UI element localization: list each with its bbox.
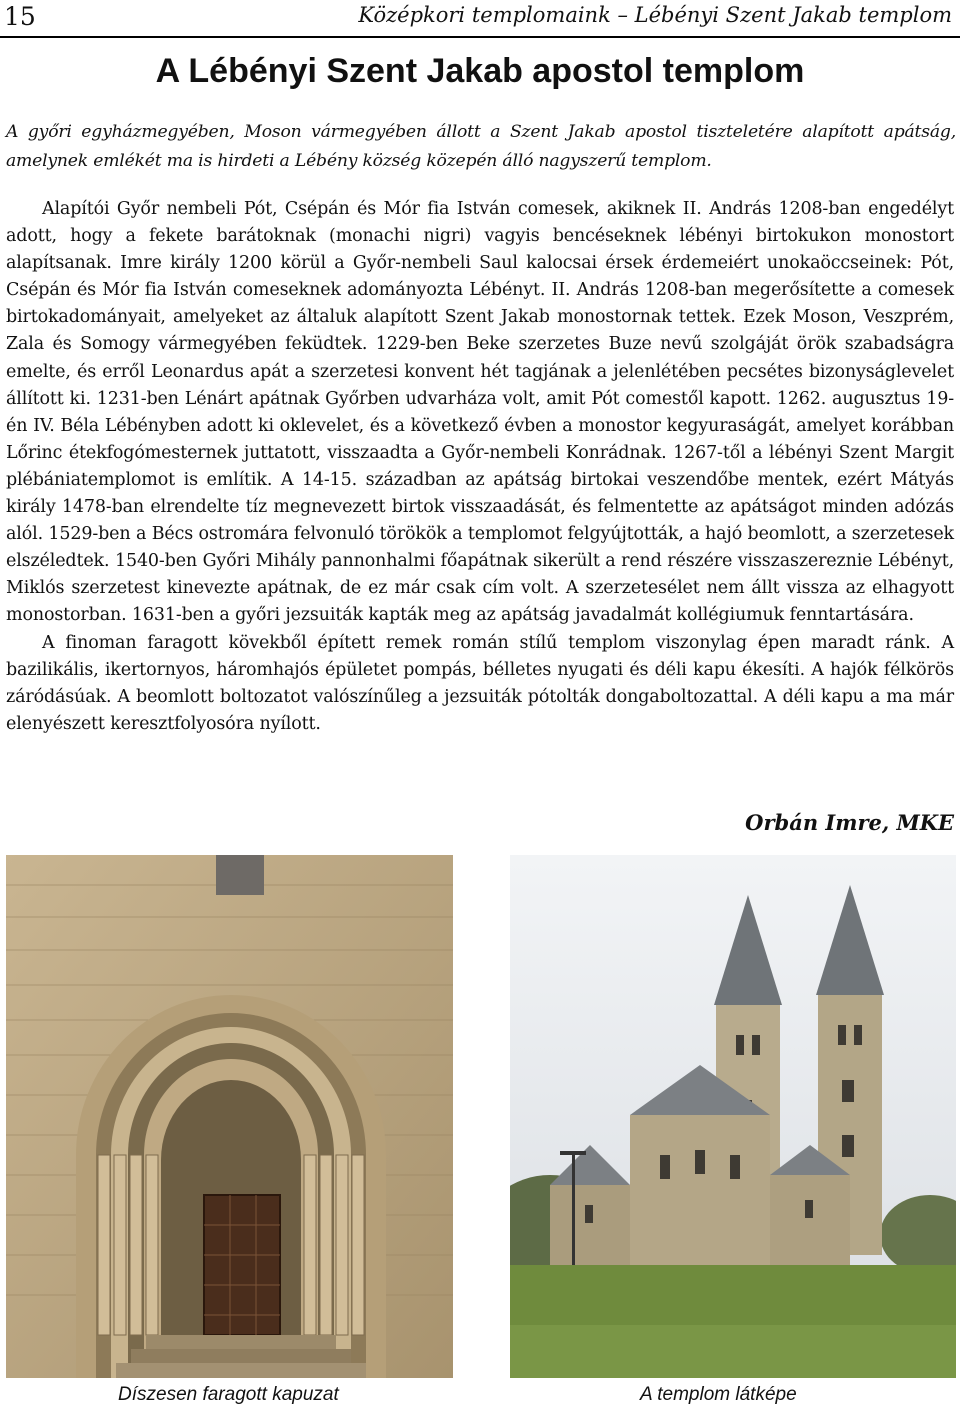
figure-caption: Díszesen faragott kapuzat — [118, 1384, 339, 1405]
running-title: Középkori templomaink – Lébényi Szent Jakab templom — [358, 3, 952, 27]
article-body — [6, 196, 954, 738]
body-paragraph: A finoman faragott kövekből épített remek román stílű templom viszonylag épen maradt ránk. A bazilikális, ikertornyos, háromhajós épületet pompás, bélletes nyugati és déli kapu ékesíti. A hajók félkörös záródásúak. A beomlott boltozatot valószínűleg a jezsuiták pótolták dongaboltozattal. A déli kapu a ma már elenyészett keresztfolyosóra nyílott. — [6, 632, 954, 734]
page-number: 15 — [4, 2, 36, 31]
page-header — [0, 0, 960, 38]
figure-caption: A templom látképe — [640, 1384, 797, 1405]
body-paragraph: Alapítói Győr nembeli Pót, Csépán és Mór fia István comesek, akiknek II. András 1208-ban engedélyt adott, hogy a fekete barátoknak (monachi nigri) vagyis bencéseknek lébényi birtokukon monostort alapítsanak. Imre király 1200 körül a Győr-nembeli Saul kalocsai érsek érdemeiért unokaöccseinek: Pót, Csépán és Mór fia István comeseknek adományozta Lébényt. II. András 1208-ban megerősítette a comesek birtokadományait, amelyeket az általuk alapított Szent Jakab monostornak tettek. Ezek Moson, Veszprém, Zala és Somogy vármegyében feküdtek. 1229-ben Beke szerzetes Buze nevű szolgáját örök szabadságra emelte, és erről Leonardus apát a szerzetesi konvent hét tagjának a jelenlétében pecsétes bizonyságlevelet állított ki. 1231-ben Lénárt apátnak Győrben udvarháza volt, amit Pót comestől kapott. 1262. augusztus 19-én IV. Béla Lébényben adott ki oklevelet, és a következő évben a monostor kegyuraságát, amelyet korábban Lőrinc étekfogómesternek juttatott, visszaadta a Győr-nembeli Konrádnak. 1267-től a lébényi Szent Margit plébániatemplomot is említik. A 14-15. században az apátság birtokai veszendőbe mentek, ezért Mátyás király 1478-ban elrendelte tíz megnevezett birtok visszaadását, és felmentette az apátságot minden adózás alól. 1529-ben a Bécs ostromára felvonuló törökök a templomot felgyújtották, a hajó beomlott, a szerzetesek elszéledtek. 1540-ben Győri Mihály pannonhalmi főapátnak sikerült a rend részére visszaszereznie Lébényt, Miklós szerzetest kinevezte apátnak, de ez már csak cím volt. A szerzetesélet nem állt vissza az elhagyott monostorban. 1631-ben a győri jezsuiták kapták meg az apátság javadalmát kollégiumuk fenntartására. — [6, 199, 954, 626]
author-signature: Orbán Imre, MKE — [745, 810, 954, 835]
article-title: A Lébényi Szent Jakab apostol templom — [155, 52, 805, 90]
church-photo — [510, 855, 956, 1378]
article-lead: A győri egyházmegyében, Moson vármegyében állott a Szent Jakab apostol tiszteletére alapított apátság, amelynek emlékét ma is hirdeti a Lébény község közepén álló nagyszerű templom. — [6, 122, 956, 171]
portal-photo — [6, 855, 453, 1378]
